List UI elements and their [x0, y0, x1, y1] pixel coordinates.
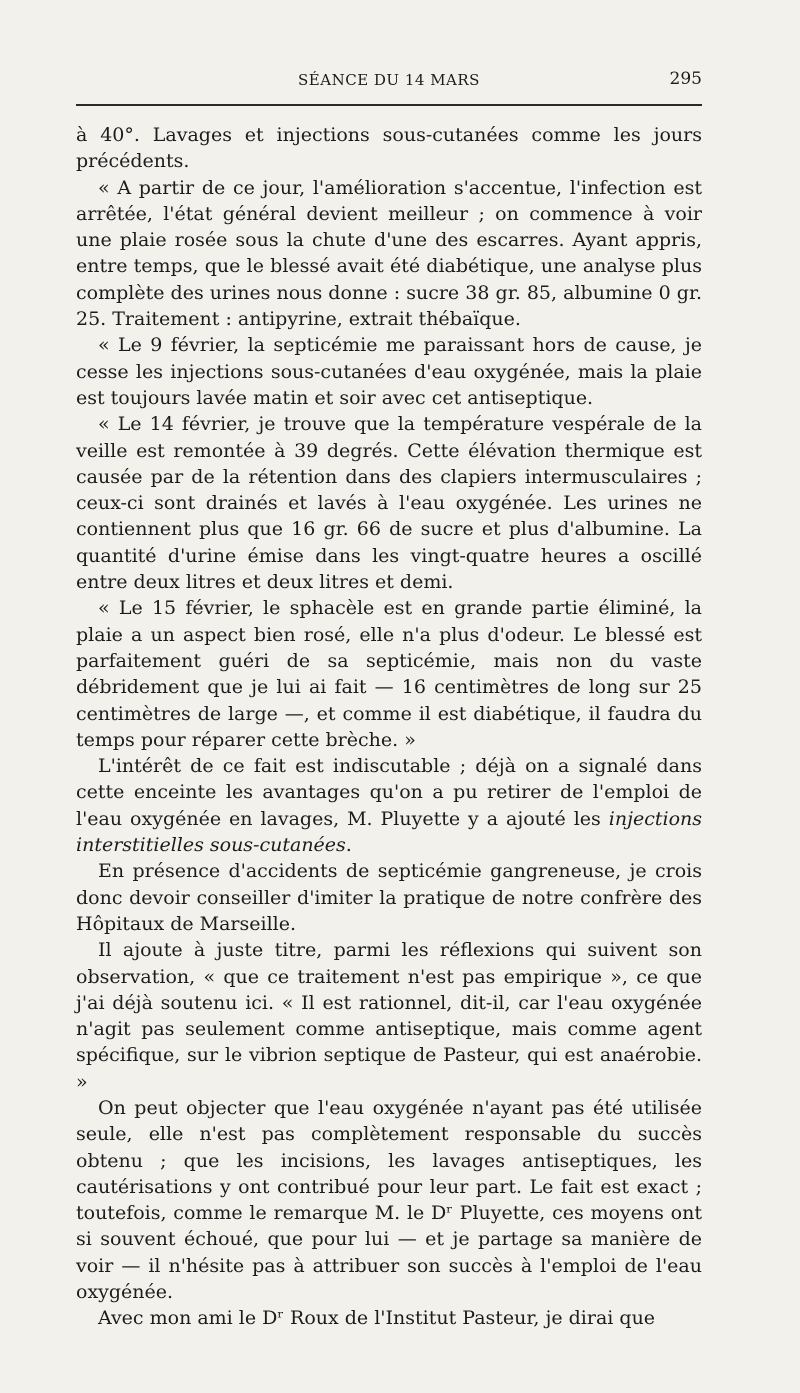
- paragraph-text: L'intérêt de ce fait est indiscutable ; déjà on a signalé dans cette enceinte les avantages qu'on a pu retirer de l'emploi de l'eau oxygénée en lavages, M. Pluyette y a ajouté les: [76, 755, 702, 830]
- paragraph: [76, 1095, 702, 1305]
- paragraph-text: « A partir de ce jour, l'amélioration s'accentue, l'infection est arrêtée, l'état général devient meilleur ; on commence à voir une plaie rosée sous la chute d'une des escarres. Ayant appris, entre temps, que le blessé avait été diabétique, une analyse plus complète des urines nous donne : sucre 38 gr. 85, albumine 0 gr. 25. Traitement : antipyrine, extrait thébaïque.: [76, 176, 702, 331]
- paragraph: [76, 332, 702, 411]
- paragraph-text: Il ajoute à juste titre, parmi les réflexions qui suivent son observation, « que ce traitement n'est pas empirique », ce que j'ai déjà soutenu ici. « Il est rationnel, dit-il, car l'eau oxygénée n'agit pas seulement comme antiseptique, mais comme agent spécifique, sur le vibrion septique de Pasteur, qui est anaérobie. »: [76, 939, 702, 1093]
- running-title: SÉANCE DU 14 MARS: [298, 71, 480, 89]
- paragraph: [76, 595, 702, 753]
- paragraph: [76, 858, 702, 937]
- paragraph: [76, 937, 702, 1095]
- paragraph-text: « Le 9 février, la septicémie me paraissant hors de cause, je cesse les injections sous-cutanées d'eau oxygénée, mais la plaie est toujours lavée matin et soir avec cet antiseptique.: [76, 334, 702, 409]
- body-text: [76, 122, 702, 1332]
- paragraph: [76, 122, 702, 175]
- paragraph: [76, 175, 702, 333]
- paragraph: [76, 753, 702, 858]
- paragraph-text: à 40°. Lavages et injections sous-cutanées comme les jours précédents.: [76, 124, 702, 173]
- paragraph: [76, 411, 702, 595]
- paragraph-text: « Le 14 février, je trouve que la température vespérale de la veille est remontée à 39 degrés. Cette élévation thermique est causée par de la rétention dans des clapiers intermusculaires ; ceux-ci sont drainés et lavés à l'eau oxygénée. Les urines ne contiennent plus que 16 gr. 66 de sucre et plus d'albumine. La quantité d'urine émise dans les vingt-quatre heures a oscillé entre deux litres et deux litres et demi.: [76, 413, 702, 594]
- running-header: [76, 71, 702, 95]
- paragraph: [76, 1305, 702, 1331]
- paragraph-text: « Le 15 février, le sphacèle est en grande partie éliminé, la plaie a un aspect bien rosé, elle n'a plus d'odeur. Le blessé est parfaitement guéri de sa septicémie, mais non du vaste débridement que je lui ai fait — 16 centimètres de long sur 25 centimètres de large —, et comme il est diabétique, il faudra du temps pour réparer cette brèche. »: [76, 597, 702, 751]
- italic-phrase: injections interstitielles sous-cutanées: [76, 807, 702, 857]
- page-number: 295: [669, 69, 702, 89]
- paragraph-text: On peut objecter que l'eau oxygénée n'ayant pas été utilisée seule, elle n'est pas complètement responsable du succès obtenu ; que les incisions, les lavages antiseptiques, les cautérisations y ont contribué pour leur part. Le fait est exact ; toutefois, comme le remarque M. le Dʳ Pluyette, ces moyens ont si souvent échoué, que pour lui — et je partage sa manière de voir — il n'hésite pas à attribuer son succès à l'emploi de l'eau oxygénée.: [76, 1096, 702, 1304]
- paragraph-text: .: [345, 834, 352, 857]
- header-rule: [76, 104, 702, 106]
- paragraph-text: En présence d'accidents de septicémie gangreneuse, je crois donc devoir conseiller d'imiter la pratique de notre confrère des Hôpitaux de Marseille.: [76, 860, 702, 935]
- paragraph-text: Avec mon ami le Dʳ Roux de l'Institut Pasteur, je dirai que: [98, 1307, 656, 1330]
